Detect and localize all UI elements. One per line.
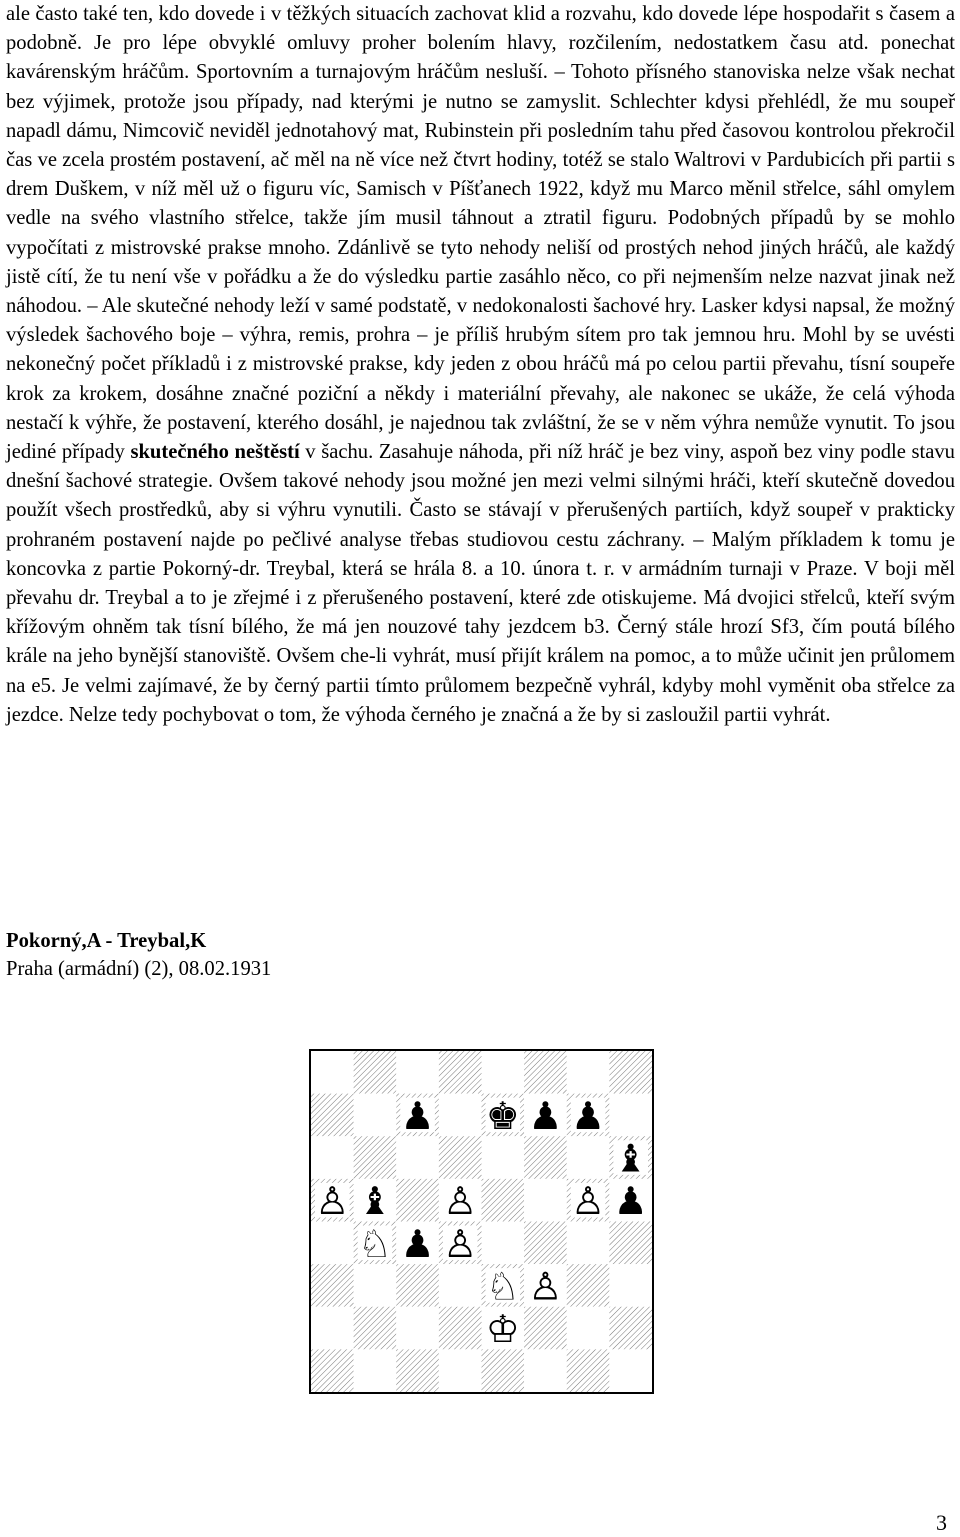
black-pawn-icon: ♟	[400, 1093, 435, 1138]
board-square-f4	[524, 1222, 567, 1265]
board-square-h7	[609, 1094, 652, 1137]
board-square-f2	[524, 1307, 567, 1350]
board-square-g4	[567, 1222, 610, 1265]
board-square-b6	[354, 1136, 397, 1179]
white-king-icon: ♔	[485, 1307, 520, 1352]
board-square-a2	[311, 1307, 354, 1350]
board-square-c8	[396, 1051, 439, 1094]
board-square-b8	[354, 1051, 397, 1094]
board-square-h3	[609, 1264, 652, 1307]
board-square-a1	[311, 1349, 354, 1392]
white-pawn-icon: ♙	[528, 1264, 563, 1309]
board-square-h8	[609, 1051, 652, 1094]
board-square-g3	[567, 1264, 610, 1307]
board-square-d2	[439, 1307, 482, 1350]
board-square-e8	[482, 1051, 525, 1094]
black-bishop-icon: ♝	[357, 1179, 392, 1224]
board-square-h4	[609, 1222, 652, 1265]
body-text	[6, 0, 955, 730]
board-square-d3	[439, 1264, 482, 1307]
board-square-a8	[311, 1051, 354, 1094]
board-square-d6	[439, 1136, 482, 1179]
board-square-a7	[311, 1094, 354, 1137]
emphasis-text: skutečného neštěstí	[130, 441, 300, 464]
page-number: 3	[936, 1510, 947, 1535]
board-square-e5	[482, 1179, 525, 1222]
board-square-a3	[311, 1264, 354, 1307]
game-players: Pokorný,A - Treybal,K	[6, 930, 207, 952]
game-event: Praha (armádní) (2), 08.02.1931	[6, 958, 272, 980]
text-run: v šachu. Zasahuje náhoda, při níž hráč je bez viny, aspoň bez viny podle stavu dnešní šachové strategie. Ovšem takové nehody jsou možné jen mezi velmi silnými hráči, kteří skutečně dovedou použít všech prostředků, aby si výhru vynutili. Často se stávají v přerušených partiích, když soupeř v prakticky prohraném postavení najde po pečlivé analyse třebas studiovou cestu záchrany. – Malým příkladem k tomu je koncovka z partie Pokorný-dr. Treybal, která se hrála 8. a 10. února t. r. v armádním turnaji v Praze. V boji měl převahu dr. Treybal a to je zřejmé i z přerušeného postavení, které zde otiskujeme. Má dvojici střelců, kteří svým křížovým ohněm tak tísní bílého, že má jen nouzové tahy jezdcem b3. Černý stále hrozí Sf3, čím poutá bílého krále na jeho bynější stanoviště. Ovšem che-li vyhrát, musí přijít králem na pomoc, a to může učinit jen průlomem na e5. Je velmi zajímavé, že by černý partii tímto průlomem bezpečně vyhrál, kdyby mohl vyměnit oba střelce za jezdce. Nelze tedy pochybovat o tom, že výhoda černého je značná a že by si zasloužil partii vyhrát.	[6, 441, 955, 726]
board-square-c1	[396, 1349, 439, 1392]
board-square-h1	[609, 1349, 652, 1392]
white-pawn-icon: ♙	[571, 1179, 606, 1224]
black-bishop-icon: ♝	[613, 1136, 648, 1181]
black-pawn-icon: ♟	[571, 1093, 606, 1138]
board-square-e1	[482, 1349, 525, 1392]
board-square-b2	[354, 1307, 397, 1350]
chess-diagram	[309, 1049, 654, 1394]
board-square-f6	[524, 1136, 567, 1179]
board-square-h2	[609, 1307, 652, 1350]
white-pawn-icon: ♙	[443, 1221, 478, 1266]
board-square-g8	[567, 1051, 610, 1094]
board-square-e6	[482, 1136, 525, 1179]
board-square-c5	[396, 1179, 439, 1222]
board-square-g6	[567, 1136, 610, 1179]
board-square-e4	[482, 1222, 525, 1265]
board-square-g1	[567, 1349, 610, 1392]
board-square-d1	[439, 1349, 482, 1392]
board-square-b7	[354, 1094, 397, 1137]
chessboard	[311, 1051, 652, 1392]
white-pawn-icon: ♙	[315, 1179, 350, 1224]
board-square-f5	[524, 1179, 567, 1222]
board-square-g2	[567, 1307, 610, 1350]
white-pawn-icon: ♙	[443, 1179, 478, 1224]
board-square-b3	[354, 1264, 397, 1307]
black-pawn-icon: ♟	[400, 1221, 435, 1266]
board-square-a4	[311, 1222, 354, 1265]
board-square-a6	[311, 1136, 354, 1179]
text-run: ale často také ten, kdo dovede i v těžkých situacích zachovat klid a rozvahu, kdo dovede lépe hospodařit s časem a podobně. Je pro lépe obvyklé omluvy proher bolením hlavy, rozčilením, nedostatkem času atd. ponechat kavárenským hráčům. Sportovním a turnajovým hráčům nesluší. – Tohoto přísného stanoviska nelze však nechat bez výjimek, protože jsou případy, nad kterými je nutno se zamyslit. Schlechter kdysi přehlédl, že mu soupeř napadl dámu, Nimcovič neviděl jednotahový mat, Rubinstein při posledním tahu před časovou kontrolou překročil čas ve zcela prostém postavení, ač měl na ně více než čtvrt hodiny, totéž se stalo Waltrovi v Pardubicích při partii s drem Duškem, v níž měl už o figuru víc, Samisch v Píšťanech 1922, když mu Marco měnil střelce, sáhl omylem vedle na svého vlastního střelce, takže jím musil táhnout a ztratil figuru. Podobných případů by se mohlo vypočítati z mistrovské prakse mnoho. Zdánlivě se tyto nehody neliší od prostých nehod jiných hráčů, ale každý jistě cítí, že tu není vše v pořádku a že do výsledku partie zasáhlo něco, co při nejmenším nelze nazvat jinak než náhodou. – Ale skutečné nehody leží v samé podstatě, v nedokonalosti šachové hry. Lasker kdysi napsal, že možný výsledek šachového boje – výhra, remis, prohra – je příliš hrubým sítem pro tak jemnou hru. Mohl by se uvésti nekonečný počet příkladů i z mistrovské prakse, kdy jeden z obou hráčů má po celou partii převahu, tísní soupeře krok za krokem, dosáhne značné poziční a někdy i materiální převahy, ale nakonec se ukáže, že celá výhoda nestačí k výhře, že postavení, kterého dosáhl, je najednou tak zvláštní, že se v něm výhra nemůže vynutit. To jsou jediné případy	[6, 3, 955, 464]
black-pawn-icon: ♟	[613, 1179, 648, 1224]
white-knight-icon: ♘	[357, 1221, 392, 1266]
board-square-f8	[524, 1051, 567, 1094]
board-square-d7	[439, 1094, 482, 1137]
board-square-c3	[396, 1264, 439, 1307]
black-pawn-icon: ♟	[528, 1093, 563, 1138]
board-square-f1	[524, 1349, 567, 1392]
board-square-c6	[396, 1136, 439, 1179]
paragraph	[6, 0, 955, 730]
board-square-b1	[354, 1349, 397, 1392]
board-square-c2	[396, 1307, 439, 1350]
game-header	[6, 927, 906, 983]
white-knight-icon: ♘	[485, 1264, 520, 1309]
black-king-icon: ♚	[485, 1093, 520, 1138]
board-square-d8	[439, 1051, 482, 1094]
